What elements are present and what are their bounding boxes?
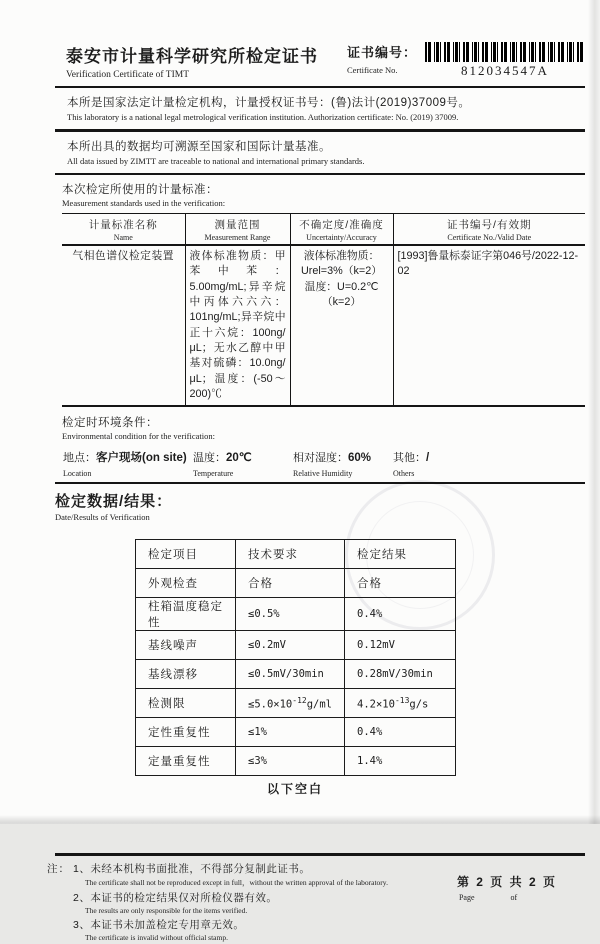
results-table [135, 539, 456, 776]
divider [55, 173, 585, 176]
result-value [345, 689, 456, 718]
divider [55, 853, 585, 856]
note-item [73, 861, 388, 888]
result-row [136, 718, 456, 747]
scan-edge-shadow-bottom [0, 815, 600, 824]
result-item: 柱箱温度稳定性 [136, 598, 236, 631]
col-label-en: Measurement Range [204, 233, 271, 242]
results-col-item: 检定项目 [136, 540, 236, 569]
environment-others [393, 449, 493, 478]
results-heading-en: Date/Results of Verification [55, 512, 150, 523]
standard-certificate-cell: [1993]鲁量标泰证字第046号/2022-12-02 [393, 245, 585, 406]
environment-humidity [293, 449, 393, 478]
standards-col-range [185, 214, 290, 246]
result-requirement: ≤0.2mV [236, 631, 345, 660]
statement-traceability-en: All data issued by ZIMTT are traceable to national and international primary standards. [67, 155, 365, 166]
result-row [136, 689, 456, 718]
result-row [136, 747, 456, 776]
page-number-block [457, 873, 557, 944]
results-col-requirement: 技术要求 [236, 540, 345, 569]
results-heading [55, 490, 585, 522]
result-requirement: 合格 [236, 569, 345, 598]
value-unit: g/s [409, 698, 429, 711]
result-row [136, 598, 456, 631]
notes-list [73, 861, 388, 944]
statement-authorization-en: This laboratory is a national legal metrological verification institution. Authorization certificate: No. (2019) 37009. [67, 112, 459, 122]
footer [47, 861, 585, 944]
col-label-cn: 不确定度/准确度 [299, 219, 384, 231]
standards-col-name [62, 214, 185, 246]
note-en: The results are only responsible for the items verified. [85, 905, 248, 915]
title-block [66, 42, 318, 80]
humidity-label: 相对湿度： [293, 452, 348, 465]
note-item [73, 890, 388, 915]
header [55, 42, 585, 80]
temperature-value: 20℃ [226, 452, 252, 465]
certificate-number-value: 812034547A [461, 63, 549, 78]
humidity-value: 60% [348, 452, 372, 465]
result-row [136, 631, 456, 660]
value-mantissa: ≤5.0×10 [248, 698, 293, 711]
result-value: 0.12mV [345, 631, 456, 660]
col-label-en: Name [113, 233, 133, 242]
result-item: 外观检查 [136, 569, 236, 598]
location-value: 客户现场(on site) [96, 452, 187, 465]
standards-col-uncertainty [290, 214, 393, 246]
blank-below-note: 以下空白 [266, 782, 323, 797]
result-requirement: ≤3% [236, 747, 345, 776]
notes-block [47, 861, 388, 944]
environment-temperature [193, 449, 293, 478]
note-en: The certificate is invalid without official stamp. [85, 932, 228, 942]
standards-heading-cn: 本次检定所使用的计量标准： [62, 184, 218, 196]
standards-header-row [62, 214, 585, 246]
standard-name-cell: 气相色谱仪检定装置 [62, 245, 185, 406]
statement-traceability-cn: 本所出具的数据均可溯源至国家和国际计量基准。 [67, 140, 331, 153]
value-unit: g/ml [306, 698, 333, 711]
col-label-en: Certificate No./Valid Date [447, 233, 532, 242]
standard-uncertainty-cell: 液体标准物质：Urel=3%（k=2） 温度：U=0.2℃（k=2） [290, 245, 393, 406]
page-label: Page [458, 892, 475, 902]
note-cn: 3、本证书未加盖检定专用章无效。 [73, 918, 245, 931]
standards-heading [55, 181, 585, 208]
standards-table [62, 213, 585, 407]
results-heading-cn: 检定数据/结果： [55, 493, 173, 511]
notes-label: 注： [47, 862, 70, 875]
result-value: 0.28mV/30min [345, 660, 456, 689]
result-requirement: ≤0.5mV/30min [236, 660, 345, 689]
result-item: 基线漂移 [136, 660, 236, 689]
statement-authorization-cn: 本所是国家法定计量检定机构，计量授权证书号：(鲁)法计(2019)37009号。 [67, 97, 471, 109]
col-label-en: Uncertainty/Accuracy [306, 233, 377, 242]
results-col-result: 检定结果 [345, 540, 456, 569]
scan-edge-shadow-right [588, 0, 600, 824]
certificate-number-label-en: Certificate No. [346, 65, 398, 75]
certificate-number-block [347, 42, 585, 79]
results-header-row [136, 540, 456, 569]
others-label: 其他： [393, 452, 426, 465]
certificate-number-label: 证书编号： [346, 45, 417, 60]
others-label-en: Others [393, 469, 415, 479]
page-title-en: Verification Certificate of TIMT [66, 70, 190, 80]
value-mantissa: 4.2×10 [357, 698, 395, 711]
result-value: 合格 [345, 569, 456, 598]
location-label-en: Location [63, 469, 92, 479]
temperature-label: 温度： [193, 452, 226, 465]
of-label: of [510, 892, 518, 902]
col-label-cn: 测量范围 [214, 219, 261, 231]
others-value: / [426, 452, 430, 465]
note-item [73, 917, 388, 942]
environment-heading [55, 414, 585, 441]
page-title: 泰安市计量科学研究所检定证书 [66, 47, 318, 66]
col-label-cn: 证书编号/有效期 [447, 219, 532, 231]
environment-row [55, 449, 585, 484]
result-row [136, 569, 456, 598]
result-value: 0.4% [345, 718, 456, 747]
temperature-label-en: Temperature [193, 469, 234, 479]
content-area [47, 42, 585, 944]
page-number-en [457, 893, 557, 902]
barcode-box [425, 42, 585, 79]
col-label-cn: 计量标准名称 [88, 219, 158, 231]
environment-heading-cn: 检定时环境条件： [62, 417, 158, 430]
statement-traceability [55, 132, 585, 173]
humidity-label-en: Relative Humidity [293, 469, 353, 479]
value-exponent: -13 [394, 696, 410, 706]
standard-range-cell: 液体标准物质：甲苯中苯：5.00mg/mL;异辛烷中丙体六六六：101ng/mL;异辛烷中正十六烷：100ng/μL；无水乙醇中甲基对硫磷：10.0ng/μL；温度：(-50～200)℃ [185, 245, 290, 406]
result-requirement: ≤0.5% [236, 598, 345, 631]
result-requirement: ≤1% [236, 718, 345, 747]
result-value: 1.4% [345, 747, 456, 776]
environment-heading-en: Environmental condition for the verification: [62, 431, 215, 442]
environment-location [63, 449, 193, 478]
result-value: 0.4% [345, 598, 456, 631]
barcode-icon [425, 42, 585, 62]
standards-col-certificate [393, 214, 585, 246]
value-exponent: -12 [292, 696, 307, 706]
certificate-number-labels [347, 42, 417, 75]
standards-data-row [62, 245, 585, 406]
result-item: 定量重复性 [136, 747, 236, 776]
note-en: The certificate shall not be reproduced except in full，without the written approval of the laboratory. [85, 877, 388, 887]
result-requirement [236, 689, 345, 718]
statement-authorization [55, 88, 585, 129]
result-item: 定性重复性 [136, 718, 236, 747]
note-cn: 1、未经本机构书面批准，不得部分复制此证书。 [73, 862, 311, 875]
result-item: 检测限 [136, 689, 236, 718]
page-number-cn: 第 2 页 共 2 页 [456, 874, 557, 889]
result-item: 基线噪声 [136, 631, 236, 660]
note-cn: 2、本证书的检定结果仅对所检仪器有效。 [73, 891, 278, 904]
location-label: 地点： [63, 452, 96, 465]
standards-heading-en: Measurement standards used in the verification: [62, 198, 226, 208]
result-row [136, 660, 456, 689]
